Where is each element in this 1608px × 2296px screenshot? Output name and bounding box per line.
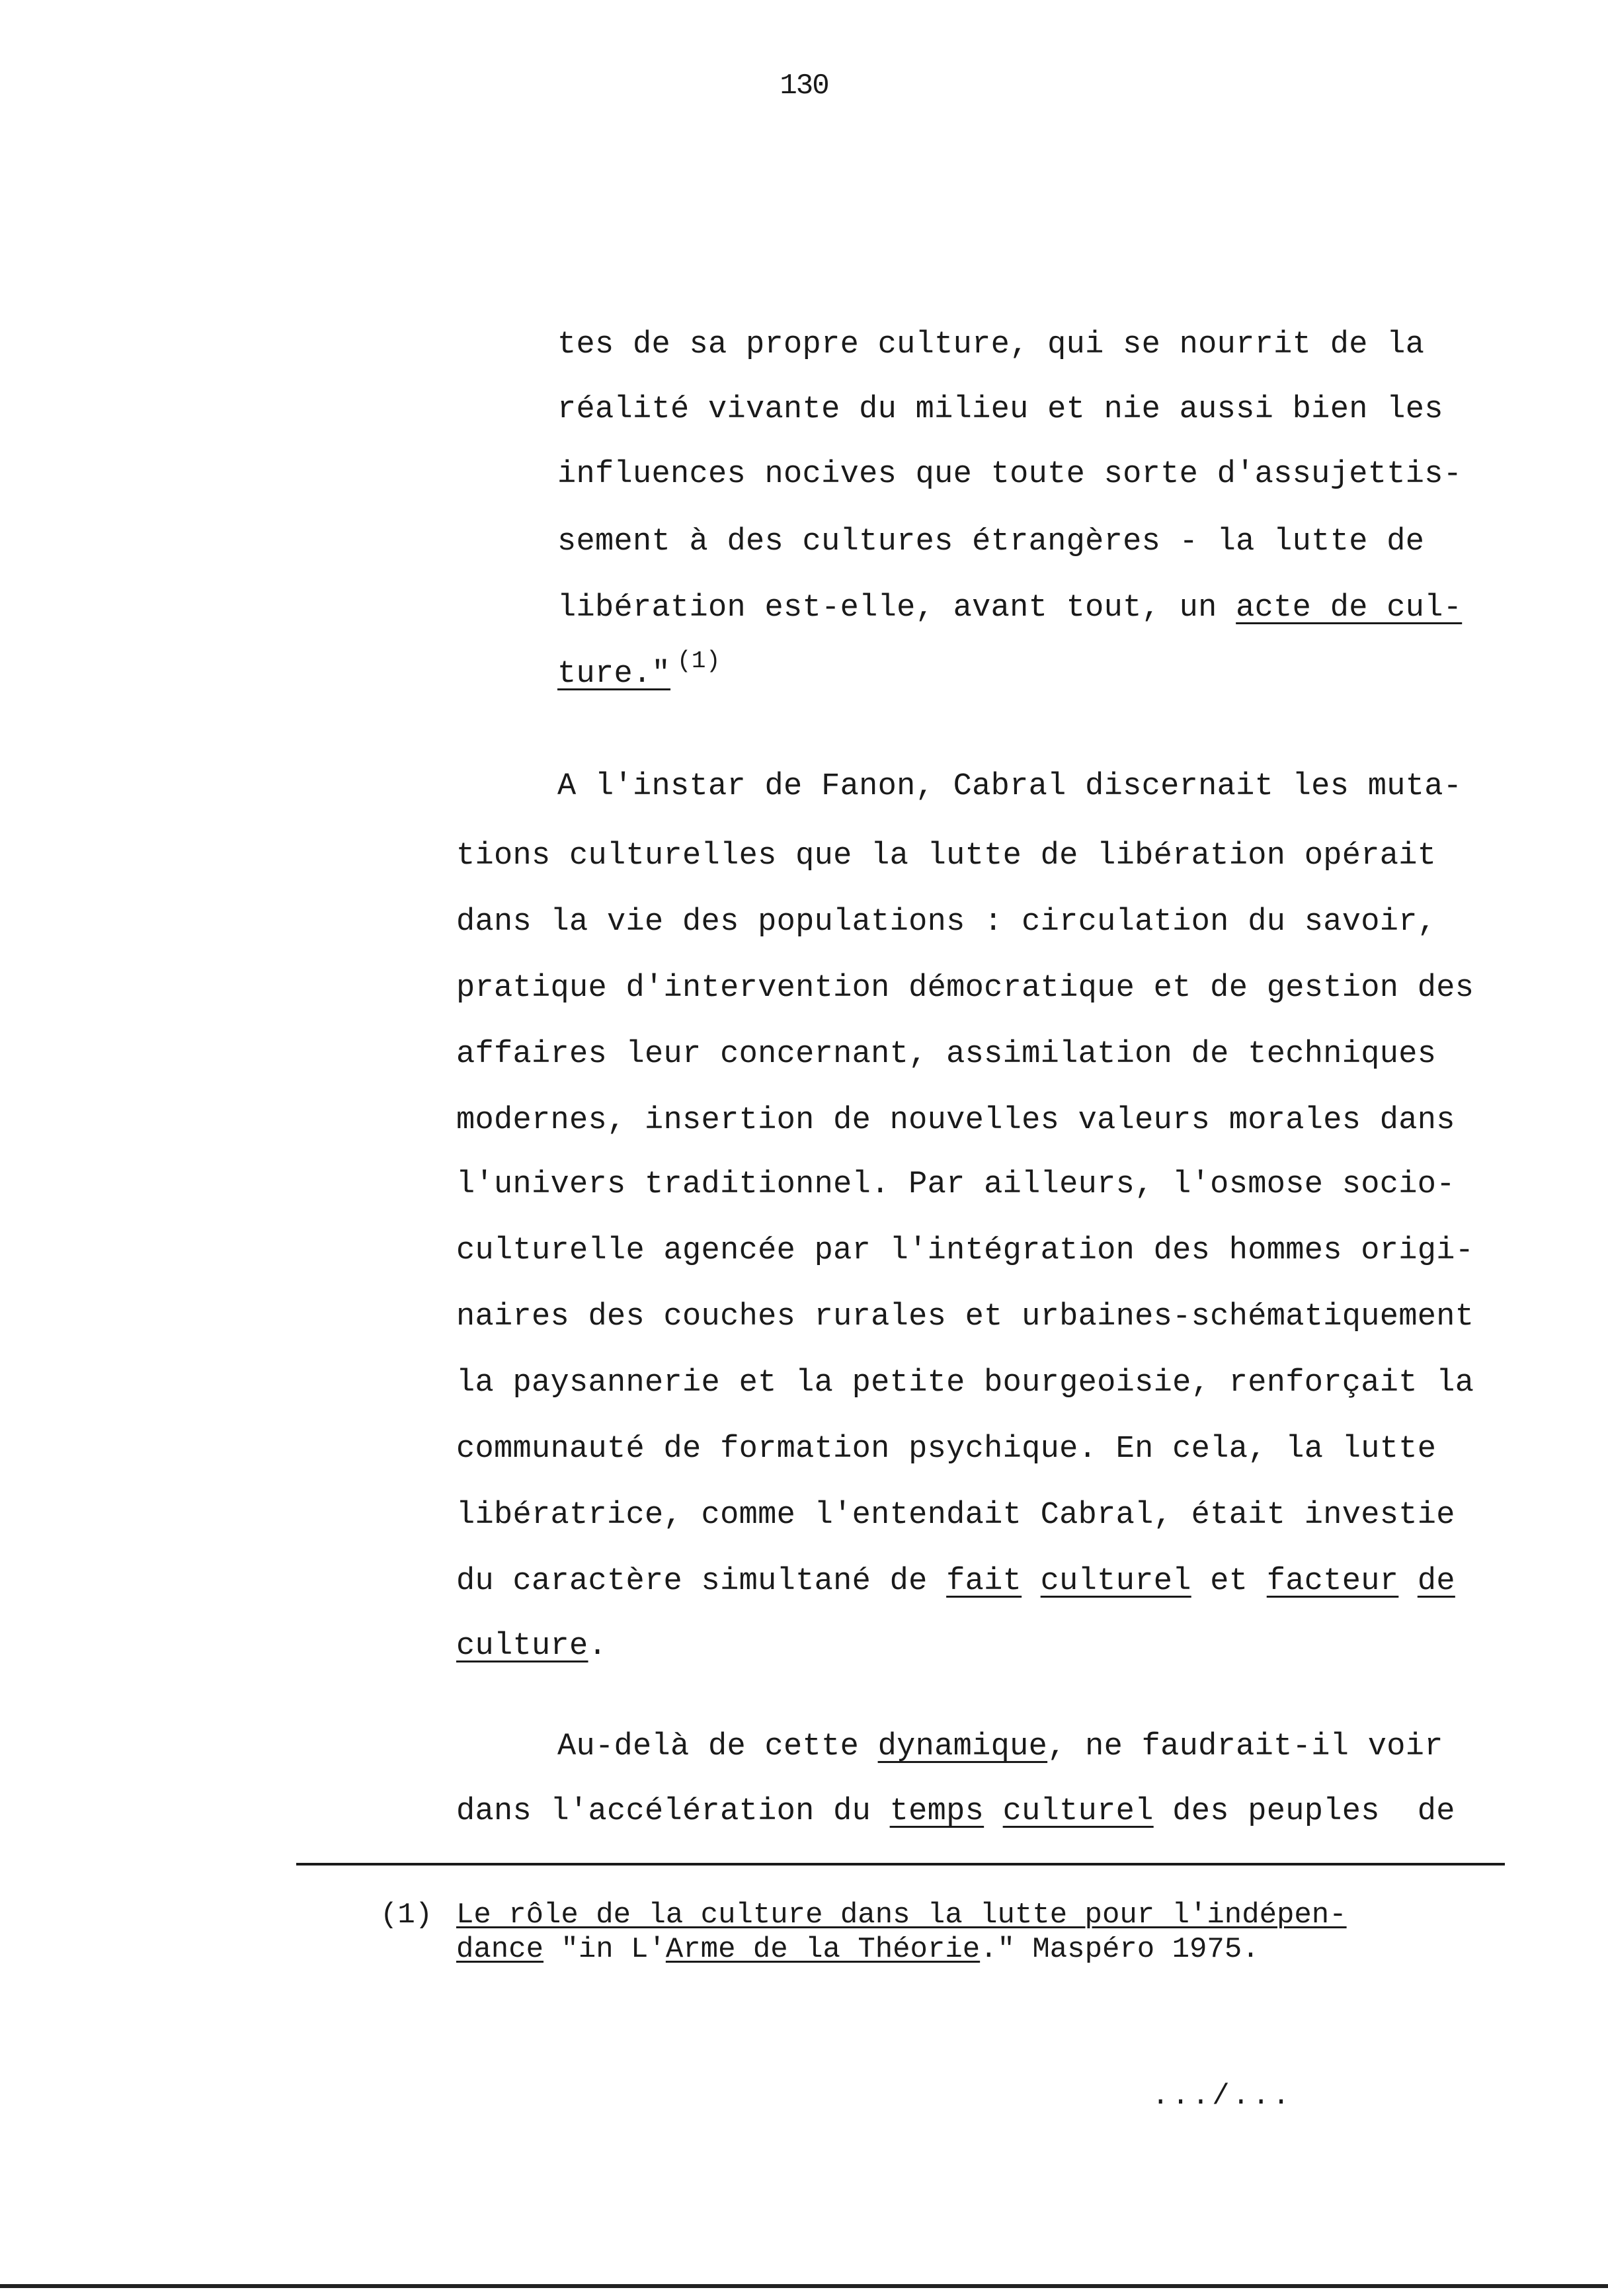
footnote-line: [456, 1898, 1347, 1932]
emphasis-text: dynamique: [877, 1729, 1048, 1764]
continuation-mark: .../...: [1152, 2080, 1293, 2113]
footnote-reference: (1): [677, 647, 721, 675]
paragraph-line: dans la vie des populations : circulation du savoir,: [456, 905, 1437, 940]
emphasis-text: acte de cul-: [1236, 591, 1463, 626]
page-number: 130: [780, 69, 828, 102]
quote-line: réalité vivante du milieu et nie aussi bien les: [557, 392, 1443, 427]
emphasis-text: ture.": [557, 657, 671, 692]
footnote-title-text: Le rôle de la culture dans la lutte pour l'indépen-: [456, 1899, 1347, 1932]
paragraph-line: tions culturelles que la lutte de libération opérait: [456, 839, 1437, 874]
paragraph-text: dans l'accélération du: [456, 1794, 890, 1829]
footnote-line: [456, 1932, 1260, 1967]
quote-line: influences nocives que toute sorte d'assujettis-: [557, 457, 1463, 492]
footnote-text: ." Maspéro 1975.: [980, 1933, 1260, 1966]
footnote-title-text: dance: [456, 1933, 544, 1966]
quote-text: libération est-elle, avant tout, un: [557, 591, 1236, 626]
paragraph-line: [456, 1792, 1455, 1832]
paragraph-text: Au-delà de cette: [557, 1729, 878, 1764]
paragraph-text: et: [1191, 1564, 1267, 1599]
emphasis-text: culturel: [1040, 1564, 1191, 1599]
page-bottom-edge: [0, 2284, 1608, 2288]
footnote-marker: (1): [380, 1899, 433, 1932]
footnote-text: "in L': [543, 1933, 666, 1966]
paragraph-line: libératrice, comme l'entendait Cabral, était investie: [456, 1498, 1455, 1533]
quote-line: [557, 589, 1462, 628]
quote-line: sement à des cultures étrangères - la lutte de: [557, 524, 1425, 559]
emphasis-text: culture: [456, 1629, 588, 1664]
emphasis-text: de: [1417, 1564, 1455, 1599]
paragraph-line: modernes, insertion de nouvelles valeurs morales dans: [456, 1103, 1455, 1138]
emphasis-text: fait: [946, 1564, 1022, 1599]
paragraph-line: la paysannerie et la petite bourgeoisie, renforçait la: [456, 1366, 1474, 1401]
emphasis-text: facteur: [1266, 1564, 1399, 1599]
paragraph-text: du caractère simultané de: [456, 1564, 947, 1599]
quote-line: tes de sa propre culture, qui se nourrit de la: [557, 327, 1425, 362]
paragraph-text: [1398, 1564, 1418, 1599]
paragraph-line: A l'instar de Fanon, Cabral discernait les muta-: [557, 769, 1463, 804]
footnote-separator: [296, 1863, 1505, 1866]
paragraph-line: pratique d'intervention démocratique et de gestion des: [456, 971, 1474, 1006]
paragraph-line: [456, 1562, 1455, 1602]
paragraph-line: [557, 1727, 1443, 1767]
paragraph-line: affaires leur concernant, assimilation de techniques: [456, 1037, 1437, 1072]
paragraph-text: [984, 1794, 1003, 1829]
paragraph-text: des peuples de: [1153, 1794, 1455, 1829]
paragraph-line: naires des couches rurales et urbaines-schématiquement: [456, 1299, 1474, 1334]
emphasis-text: culturel: [1002, 1794, 1154, 1829]
paragraph-line: communauté de formation psychique. En cela, la lutte: [456, 1432, 1437, 1467]
paragraph-text: [1022, 1564, 1041, 1599]
paragraph-text: .: [588, 1629, 608, 1664]
paragraph-text: , ne faudrait-il voir: [1047, 1729, 1443, 1764]
paragraph-line: l'univers traditionnel. Par ailleurs, l'osmose socio-: [456, 1167, 1455, 1202]
footnote-title-text: Arme de la Théorie: [665, 1933, 981, 1966]
paragraph-line: culturelle agencée par l'intégration des hommes origi-: [456, 1233, 1474, 1268]
quote-line: [557, 647, 721, 694]
paragraph-line: [456, 1627, 607, 1666]
emphasis-text: temps: [889, 1794, 985, 1829]
